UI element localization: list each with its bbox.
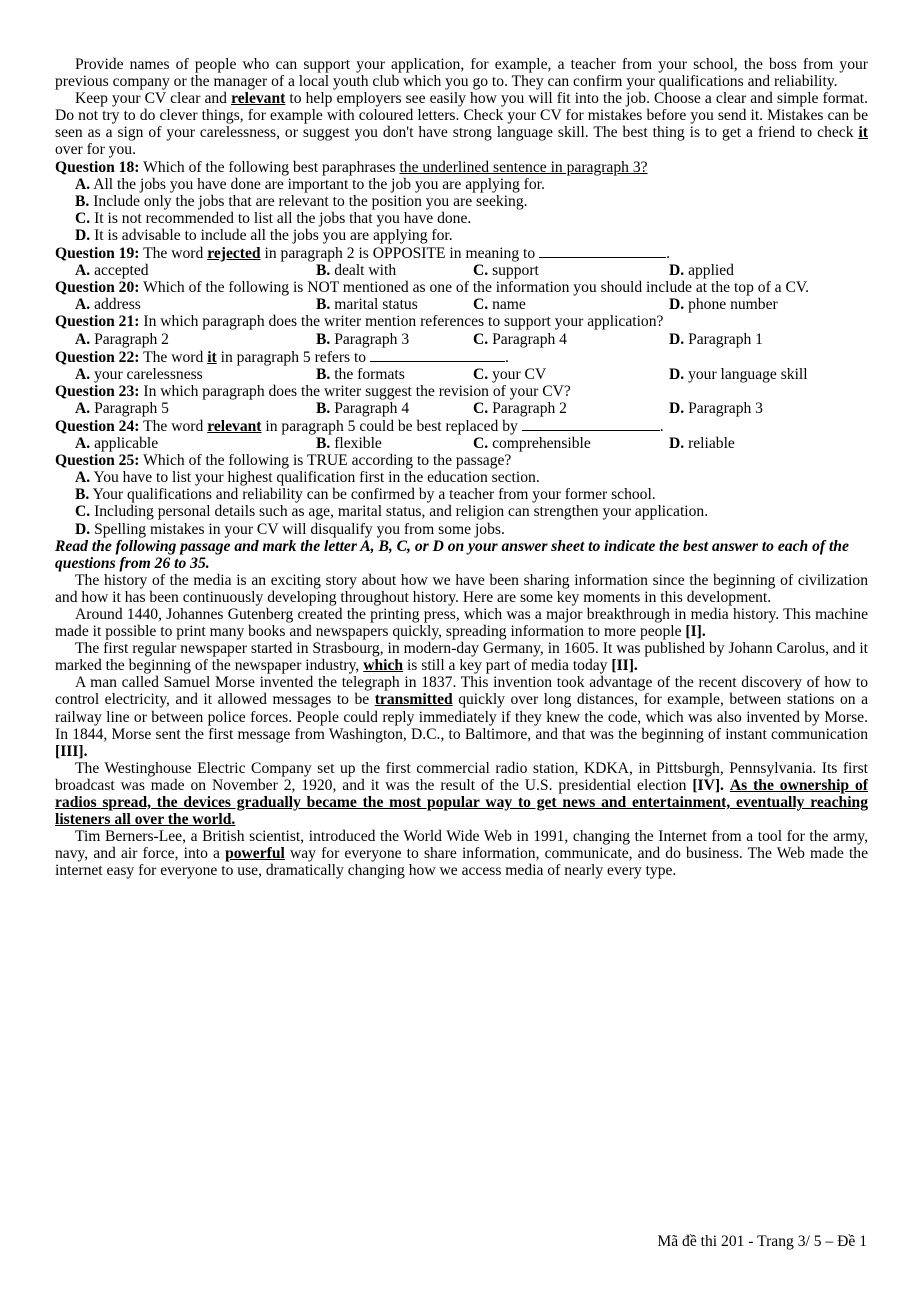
marker-II: [II]. (611, 657, 638, 675)
q18-option-d: D. It is advisable to include all the jobs you are applying for. (75, 226, 453, 244)
q23-options (75, 400, 868, 417)
paragraph-gutenberg: Around 1440, Johannes Gutenberg created the printing press, which was a major breakthrough in media history. This machine made it possible to print many books and newspapers quickly, spreading information to more people [I]. (55, 606, 868, 641)
q23-option-a: A. Paragraph 5 (75, 399, 169, 417)
q25-option-a: A. You have to list your highest qualification first in the education section. (75, 469, 540, 487)
q24-option-a: A. applicable (75, 435, 159, 453)
q22-options (75, 366, 868, 383)
question-22: Question 22: The word it in paragraph 5 refers to . (55, 348, 509, 366)
q22-option-b: B. the formats (316, 365, 405, 383)
q18-option-a: A. All the jobs you have done are important to the job you are applying for. (75, 175, 545, 193)
q25-option-b: B. Your qualifications and reliability can be confirmed by a teacher from your former school. (75, 486, 656, 504)
underlined-sentence: As the ownership of radios spread, the devices gradually became the most popular way to get news and entertainment, eventually reaching listeners all over the world. (55, 776, 868, 829)
exam-page (55, 56, 868, 880)
paragraph-references: Provide names of people who can support your application, for example, a teacher from your school, the boss from your previous company or the manager of a local youth club which you go to. They can confirm your qualifications and reliability. (55, 56, 868, 91)
q24-option-c: C. comprehensible (473, 435, 591, 453)
question-label: Question 18: (55, 158, 140, 176)
keyword-it: it (858, 124, 868, 142)
question-19: Question 19: The word rejected in paragraph 2 is OPPOSITE in meaning to . (55, 245, 670, 263)
keyword-powerful: powerful (225, 845, 285, 863)
q22-option-c: C. your CV (473, 365, 547, 383)
q20-option-d: D. phone number (669, 296, 778, 314)
q21-option-c: C. Paragraph 4 (473, 330, 567, 348)
q18-option-b: B. Include only the jobs that are relevant to the position you are seeking. (75, 192, 528, 210)
question-25: Question 25: Which of the following is TRUE according to the passage? (55, 452, 512, 470)
q22-option-a: A. your carelessness (75, 365, 203, 383)
paragraph-media-intro: The history of the media is an exciting story about how we have been sharing information since the beginning of civilization and how it has been continuously developing throughout history. Here are some key moments in this development. (55, 571, 868, 606)
q19-option-b: B. dealt with (316, 262, 397, 280)
q24-options (75, 435, 868, 452)
question-18: Question 18: Which of the following best paraphrases the underlined sentence in paragraph 3? (55, 158, 648, 176)
q18-option-c: C. It is not recommended to list all the jobs that you have done. (75, 209, 472, 227)
paragraph-telegraph: A man called Samuel Morse invented the telegraph in 1837. This invention took advantage of the recent discovery of how to control electricity, and it allowed messages to be transmitted quickly over long distances, for example, between stations on a railway line or between police forces. People could reply immediately if they knew the code, which was also invented by Morse. In 1844, Morse sent the first message from Washington, D.C., to Baltimore, and that was the beginning of instant communication [III]. (55, 674, 869, 760)
paragraph-web: Tim Berners-Lee, a British scientist, introduced the World Wide Web in 1991, changing the Internet from a tool for the army, navy, and air force, into a powerful way for everyone to share information, communicate, and do business. The Web made the internet easy for everyone to use, dramatically changing how we access media of nearly every type. (55, 828, 868, 880)
q21-option-b: B. Paragraph 3 (316, 330, 410, 348)
q25-option-d: D. Spelling mistakes in your CV will disqualify you from some jobs. (75, 520, 505, 538)
paragraph-radio: The Westinghouse Electric Company set up the first commercial radio station, KDKA, in Pittsburgh, Pennsylvania. Its first broadcast was made on November 2, 1920, and it was the result of the U.S. presidential election [IV]. As the ownership of radios spread, the devices gradually became the most popular way to get news and entertainment, eventually reaching listeners all over the world. (55, 759, 868, 829)
q19-option-d: D. applied (669, 262, 734, 280)
q19-options (75, 262, 868, 279)
keyword-transmitted: transmitted (374, 691, 453, 709)
q24-option-d: D. reliable (669, 435, 735, 453)
paragraph-newspaper: The first regular newspaper started in Strasbourg, in modern-day Germany, in 1605. It was published by Johann Carolus, and it marked the beginning of the newspaper industry, which is still a key part of media today [II]. (55, 640, 868, 675)
q21-option-d: D. Paragraph 1 (669, 330, 763, 348)
section-instruction: Read the following passage and mark the letter A, B, C, or D on your answer sheet to indicate the best answer to each of the questions from 26 to 35. (55, 537, 849, 572)
q23-option-c: C. Paragraph 2 (473, 399, 567, 417)
marker-III: [III]. (55, 742, 88, 760)
paragraph-cv-format: Keep your CV clear and relevant to help employers see easily how you will fit into the job. Choose a clear and simple format. Do not try to do clever things, for example with coloured letters. Check your CV for mistakes before you send it. Mistakes can be seen as a sign of your carelessness, or suggest you don't have strong language skill. The best thing is to get a friend to check it over for you. (55, 90, 868, 159)
q23-option-d: D. Paragraph 3 (669, 399, 763, 417)
q23-option-b: B. Paragraph 4 (316, 399, 410, 417)
keyword-rejected: rejected (207, 245, 261, 263)
page-footer: Mã đề thi 201 - Trang 3/ 5 – Đề 1 (657, 1233, 867, 1250)
marker-I: [I]. (685, 623, 706, 641)
question-24: Question 24: The word relevant in paragraph 5 could be best replaced by . (55, 417, 664, 435)
q19-option-c: C. support (473, 262, 539, 280)
q20-options (75, 296, 868, 313)
answer-blank (370, 348, 505, 362)
q22-option-d: D. your language skill (669, 365, 808, 383)
q20-option-c: C. name (473, 296, 526, 314)
keyword-it: it (207, 348, 217, 366)
marker-IV: [IV]. (692, 776, 724, 794)
question-20: Question 20: Which of the following is NOT mentioned as one of the information you should include at the top of a CV. (55, 279, 810, 297)
q20-option-b: B. marital status (316, 296, 418, 314)
q20-option-a: A. address (75, 296, 141, 314)
answer-blank (522, 417, 660, 431)
q21-options (75, 331, 868, 348)
keyword-relevant: relevant (231, 90, 286, 108)
question-21: Question 21: In which paragraph does the writer mention references to support your application? (55, 313, 664, 331)
question-23: Question 23: In which paragraph does the writer suggest the revision of your CV? (55, 382, 571, 400)
keyword-relevant: relevant (207, 417, 262, 435)
q24-option-b: B. flexible (316, 435, 382, 453)
q19-option-a: A. accepted (75, 262, 149, 280)
q25-option-c: C. Including personal details such as age, marital status, and religion can strengthen your application. (75, 503, 709, 521)
q21-option-a: A. Paragraph 2 (75, 330, 169, 348)
keyword-which: which (363, 657, 404, 675)
answer-blank (539, 244, 666, 258)
